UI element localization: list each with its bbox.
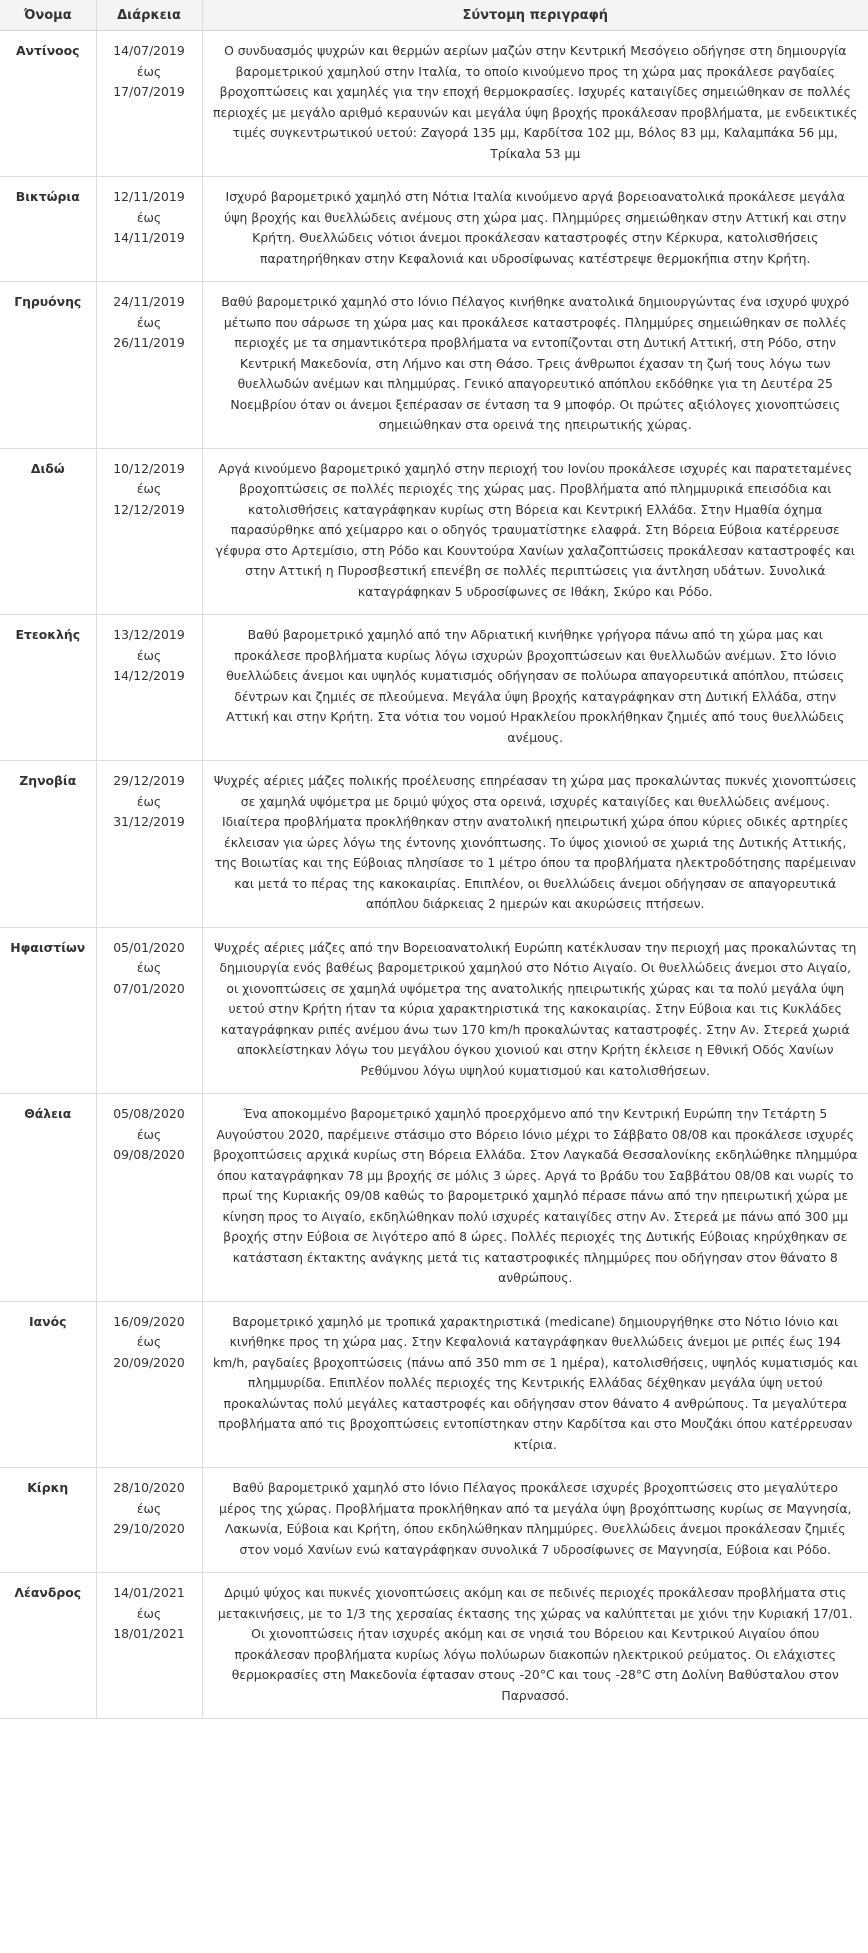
- duration-until-word: έως: [136, 647, 162, 663]
- header-description: Σύντομη περιγραφή: [202, 0, 868, 31]
- storm-duration: [96, 31, 202, 177]
- storm-name: Βικτώρια: [0, 177, 96, 282]
- duration-until-word: έως: [136, 314, 162, 330]
- duration-until-word: έως: [136, 481, 162, 496]
- table-row: [0, 1573, 868, 1719]
- table-row: [0, 927, 868, 1094]
- table-row: [0, 1468, 868, 1573]
- storm-duration: [96, 1573, 202, 1719]
- storm-description: Ισχυρό βαρομετρικό χαμηλό στη Νότια Ιταλία κινούμενο αργά βορειοανατολικά προκάλεσε μεγάλα ύψη βροχής και θυελλώδεις ανέμους στη χώρα μας. Πλημμύρες σημειώθηκαν στην Αττική και στην Κρήτη. Θυελλώδεις νότιοι άνεμοι προκάλεσαν καταστροφές στην Κέρκυρα, κατολισθήσεις παρατηρήθηκαν στην Κεφαλονιά και υδροσίφωνας κατέστρεψε θερμοκήπια στην Κρήτη.: [202, 177, 868, 282]
- duration-from: 12/11/2019: [113, 189, 185, 204]
- storm-description: Βαρομετρικό χαμηλό με τροπικά χαρακτηριστικά (medicane) δημιουργήθηκε στο Νότιο Ιόνιο και κινήθηκε προς τη χώρα μας. Στην Κεφαλονιά καταγράφηκαν θυελλώδεις άνεμοι με ριπές έως 194 km/h, ραγδαίες βροχοπτώσεις (πάνω από 350 mm σε 1 ημέρα), κατολισθήσεις, υψηλός κυματισμός και πλημμυρίδα. Επιπλέον πολλές περιοχές της Κεντρικής Ελλάδας δέχθηκαν μεγάλα ύψη υετού προκαλώντας πολύ μεγάλες καταστροφές και οδήγησαν στον θάνατο 4 ανθρώπους. Τα μεγαλύτερα προβλήματα από τις βροχοπτώσεις εντοπίστηκαν στην Καρδίτσα και στο Μουζάκι όπου κατέρρευσαν κτίρια.: [202, 1301, 868, 1468]
- storm-duration: [96, 1301, 202, 1468]
- header-name: Όνομα: [0, 0, 96, 31]
- storm-description: Αργά κινούμενο βαρομετρικό χαμηλό στην περιοχή του Ιονίου προκάλεσε ισχυρές και παρατεταμένες βροχοπτώσεις σε πολλές περιοχές της χώρας μας. Προβλήματα από πλημμυρικά επεισόδια και κατολισθήσεις καταγράφηκαν κυρίως στη Βόρεια και Κεντρική Ελλάδα. Στην Ημαθία όχημα παρασύρθηκε από χείμαρρο και ο οδηγός τραυματίστηκε ελαφρά. Στη Βόρεια Εύβοια κατέρρευσε γέφυρα στο Αρτεμίσιο, στη Ρόδο και Κουντούρα Χανίων χαλαζοπτώσεις προκάλεσαν καταστροφές και στην Αττική η Πυροσβεστική επενέβη σε πολλές περιπτώσεις για άντληση υδάτων. Συνολικά καταγράφηκαν 5 υδροσίφωνες σε Ιθάκη, Σκύρο και Ρόδο.: [202, 448, 868, 615]
- storm-description: Βαθύ βαρομετρικό χαμηλό στο Ιόνιο Πέλαγος προκάλεσε ισχυρές βροχοπτώσεις στο μεγαλύτερο μέρος της χώρας. Προβλήματα προκλήθηκαν από τα μεγάλα ύψη βροχόπτωσης κυρίως σε Μαγνησία, Λακωνία, Εύβοια και Κρήτη, όπου εκδηλώθηκαν πλημμύρες. Θυελλώδεις άνεμοι προκάλεσαν ζημιές στον νομό Χανίων ενώ καταγράφηκαν συνολικά 7 υδροσίφωνες σε Μαγνησία, Εύβοια και Ρόδο.: [202, 1468, 868, 1573]
- duration-to: 07/01/2020: [113, 980, 185, 996]
- storm-name: Κίρκη: [0, 1468, 96, 1573]
- storm-description: Ψυχρές αέριες μάζες από την Βορειοανατολική Ευρώπη κατέκλυσαν την περιοχή μας προκαλώντας τη δημιουργία ενός βαθέως βαρομετρικού χαμηλού στο Νότιο Αιγαίο. Οι θυελλώδεις άνεμοι στο Αιγαίο, οι χιονοπτώσεις σε χαμηλά υψόμετρα της ανατολικής ηπειρωτικής χώρας και τα πολύ μεγάλα ύψη υετού στην Κρήτη ήταν τα κύρια χαρακτηριστικά της κακοκαιρίας. Στην Εύβοια και τις Κυκλάδες καταγράφηκαν ριπές ανέμου άνω των 170 km/h προκαλώντας καταστροφές. Στην Αν. Στερεά χωριά αποκλείστηκαν λόγω του μεγάλου όγκου χιονιού και στην Κρήτη έκλεισε η Εθνική Οδός Χανίων Ρεθύμνου λόγω υψηλού κυματισμού και κατολισθήσεων.: [202, 927, 868, 1094]
- duration-from: 05/08/2020: [113, 1106, 185, 1121]
- duration-from: 10/12/2019: [113, 460, 185, 476]
- table-row: [0, 177, 868, 282]
- duration-until-word: έως: [136, 960, 162, 975]
- duration-to: 14/12/2019: [113, 668, 185, 683]
- storm-description: Δριμύ ψύχος και πυκνές χιονοπτώσεις ακόμη και σε πεδινές περιοχές προκάλεσαν προβλήματα στις μετακινήσεις, με το 1/3 της χερσαίας έκτασης της χώρας να καλύπτεται με χιόνι την Κυριακή 17/01. Οι χιονοπτώσεις ήταν ισχυρές ακόμη και σε νησιά του Βόρειου και Κεντρικού Αιγαίου όπου προκάλεσαν προβλήματα κυρίως λόγω πολύωρων διακοπών ηλεκτρικού ρεύματος. Οι ελάχιστες θερμοκρασίες στη Μακεδονία έφτασαν στους -20°C και τους -28°C στη Δολίνη Βαθύσταλου στον Παρνασσό.: [202, 1573, 868, 1719]
- storm-name: Ζηνοβία: [0, 761, 96, 928]
- storm-name: Λέανδρος: [0, 1573, 96, 1719]
- duration-until-word: έως: [136, 209, 162, 225]
- duration-to: 17/07/2019: [113, 84, 185, 99]
- storm-duration: [96, 927, 202, 1094]
- duration-to: 20/09/2020: [113, 1354, 185, 1370]
- table-row: [0, 1094, 868, 1302]
- duration-until-word: έως: [136, 1605, 162, 1621]
- storm-duration: [96, 1094, 202, 1302]
- storm-duration: [96, 177, 202, 282]
- header-duration: Διάρκεια: [96, 0, 202, 31]
- duration-to: 29/10/2020: [113, 1521, 185, 1536]
- duration-until-word: έως: [136, 1334, 162, 1349]
- duration-from: 24/11/2019: [113, 294, 185, 309]
- duration-from: 13/12/2019: [113, 627, 185, 642]
- duration-until-word: έως: [136, 1126, 162, 1142]
- table-row: [0, 1301, 868, 1468]
- storm-duration: [96, 448, 202, 615]
- storm-description: Ένα αποκομμένο βαρομετρικό χαμηλό προερχόμενο από την Κεντρική Ευρώπη την Τετάρτη 5 Αυγούστου 2020, παρέμεινε στάσιμο στο Βόρειο Ιόνιο μέχρι το Σάββατο 08/08 και προκάλεσε ισχυρές βροχοπτώσεις αρχικά κυρίως στη Βόρεια Ελλάδα. Στον Λαγκαδά Θεσσαλονίκης εκδηλώθηκε πλημμύρα όπου καταγράφηκαν 78 μμ βροχής σε μόλις 3 ώρες. Αργά το βράδυ του Σαββάτου 08/08 και νωρίς το πρωί της Κυριακής 09/08 καθώς το βαρομετρικό χαμηλό πέρασε πάνω από την ηπειρωτική χώρα με κίνηση προς το Αιγαίο, εκδηλώθηκαν πολύ ισχυρές καταιγίδες στην Αν. Στερεά με πάνω από 300 μμ βροχής στην Εύβοια σε λιγότερο από 8 ώρες. Πολλές περιοχές της Δυτικής Εύβοιας κηρύχθηκαν σε κατάσταση έκτακτης ανάγκης μετά τις καταστροφικές πλημμύρες που οδήγησαν στον θάνατο 8 ανθρώπους.: [202, 1094, 868, 1302]
- table-row: [0, 761, 868, 928]
- table-row: [0, 448, 868, 615]
- storm-duration: [96, 282, 202, 449]
- table-row: [0, 282, 868, 449]
- storm-description: Ψυχρές αέριες μάζες πολικής προέλευσης επηρέασαν τη χώρα μας προκαλώντας πυκνές χιονοπτώσεις σε χαμηλά υψόμετρα με δριμύ ψύχος στα ορεινά, ισχυρές καταιγίδες και θυελλώδεις ανέμους. Ιδιαίτερα προβλήματα προκλήθηκαν στην ανατολική ηπειρωτική χώρα όπου κύριες οδικές αρτηρίες έκλεισαν για ώρες λόγω της έντονης χιονόπτωσης. Το ύψος χιονιού σε χωριά της Δυτικής Αττικής, της Βοιωτίας και της Εύβοιας πλησίασε το 1 μέτρο όπου τα προβλήματα ηλεκτροδότησης παρέμειναν και μετά το πέρας της κακοκαιρίας. Επιπλέον, οι θυελλώδεις άνεμοι οδήγησαν σε απαγορευτικά απόπλου διάρκειας 2 ημερών και ακυρώσεις πτήσεων.: [202, 761, 868, 928]
- storm-duration: [96, 761, 202, 928]
- duration-to: 31/12/2019: [113, 814, 185, 829]
- storm-name: Ετεοκλής: [0, 615, 96, 761]
- storm-name: Αντίνοος: [0, 31, 96, 177]
- storm-name: Διδώ: [0, 448, 96, 615]
- duration-to: 26/11/2019: [113, 335, 185, 350]
- duration-from: 05/01/2020: [113, 939, 185, 955]
- storm-duration: [96, 615, 202, 761]
- duration-to: 14/11/2019: [113, 230, 185, 245]
- duration-from: 28/10/2020: [113, 1480, 185, 1495]
- duration-from: 16/09/2020: [113, 1313, 185, 1329]
- storm-description: Ο συνδυασμός ψυχρών και θερμών αερίων μαζών στην Κεντρική Μεσόγειο οδήγησε στη δημιουργία βαρομετρικού χαμηλού στην Ιταλία, το οποίο κινούμενο προς τη χώρα μας προκάλεσε ραγδαίες βροχοπτώσεις και χαμηλές για την εποχή θερμοκρασίες. Ισχυρές καταιγίδες σημειώθηκαν σε πολλές περιοχές με μεγάλο αριθμό κεραυνών και μεγάλα ύψη βροχής προκάλεσαν προβλήματα, με ενδεικτικές τιμές συγκεντρωτικού υετού: Ζαγορά 135 μμ, Καρδίτσα 102 μμ, Βόλος 83 μμ, Καλαμπάκα 56 μμ, Τρίκαλα 53 μμ: [202, 31, 868, 177]
- duration-to: 09/08/2020: [113, 1147, 185, 1162]
- duration-to: 18/01/2021: [113, 1626, 185, 1641]
- storm-name: Θάλεια: [0, 1094, 96, 1302]
- duration-until-word: έως: [136, 1500, 162, 1516]
- duration-until-word: έως: [136, 793, 162, 809]
- storm-description: Βαθύ βαρομετρικό χαμηλό στο Ιόνιο Πέλαγος κινήθηκε ανατολικά δημιουργώντας ένα ισχυρό ψυχρό μέτωπο που σάρωσε τη χώρα μας και προκάλεσε καταστροφές. Πλημμύρες σημειώθηκαν σε πολλές περιοχές με τα σημαντικότερα προβλήματα να εντοπίζονται στη Δυτική Αττική, στη Ρόδο, στην Κεντρική Μακεδονία, στη Λήμνο και στη Θάσο. Τρεις άνθρωποι έχασαν τη ζωή τους λόγω των θυελλωδών ανέμων και πλημμύρας. Γενικό απαγορευτικό απόπλου εκδόθηκε για τη Δευτέρα 25 Νοεμβρίου όταν οι άνεμοι ξεπέρασαν σε ένταση τα 9 μποφόρ. Οι πρώτες αξιόλογες χιονοπτώσεις σημειώθηκαν στα ορεινά της ηπειρωτικής χώρας.: [202, 282, 868, 449]
- storm-name: Ιανός: [0, 1301, 96, 1468]
- duration-until-word: έως: [136, 63, 162, 79]
- table-row: [0, 31, 868, 177]
- table-header-row: [0, 0, 868, 31]
- storm-duration: [96, 1468, 202, 1573]
- duration-from: 14/07/2019: [113, 43, 185, 58]
- table-row: [0, 615, 868, 761]
- storm-name: Ηφαιστίων: [0, 927, 96, 1094]
- storm-description: Βαθύ βαρομετρικό χαμηλό από την Αδριατική κινήθηκε γρήγορα πάνω από τη χώρα μας και προκάλεσε προβλήματα κυρίως λόγω ισχυρών βροχοπτώσεων και θυελλωδών ανέμων. Στο Ιόνιο θυελλώδεις άνεμοι και υψηλός κυματισμός οδήγησαν σε πολύωρα απαγορευτικά απόπλου, πτώσεις δέντρων και ζημιές σε πλεούμενα. Μεγάλα ύψη βροχής καταγράφηκαν στη Δυτική Ελλάδα, στην Αττική και στην Κρήτη. Στα νότια του νομού Ηρακλείου προκλήθηκαν ζημιές από τους θυελλώδεις ανέμους.: [202, 615, 868, 761]
- duration-from: 14/01/2021: [113, 1585, 185, 1600]
- duration-to: 12/12/2019: [113, 501, 185, 517]
- storm-name: Γηρυόνης: [0, 282, 96, 449]
- duration-from: 29/12/2019: [113, 773, 185, 788]
